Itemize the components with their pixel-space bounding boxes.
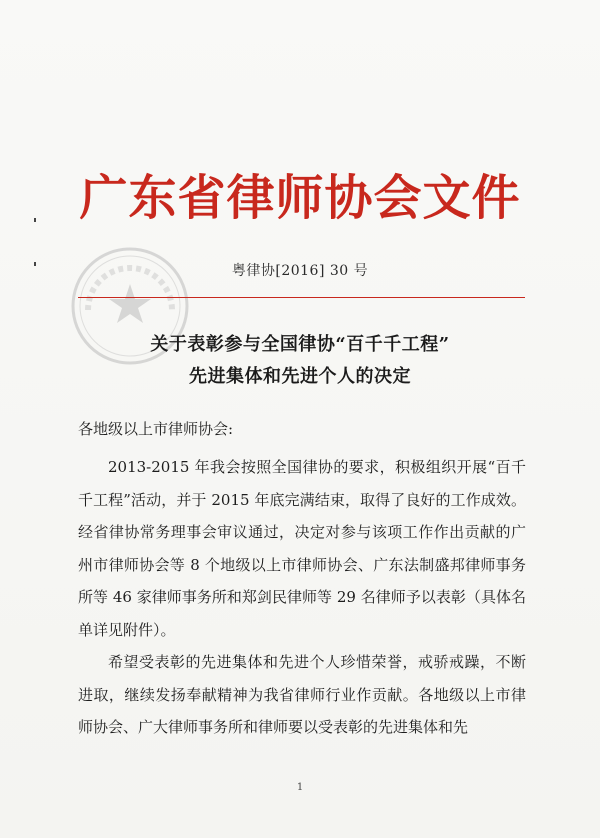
body-paragraph-1: 2013-2015 年我会按照全国律协的要求，积极组织开展“百千千工程”活动，并于 2015 年底完满结束，取得了良好的工作成效。经省律协常务理事会审议通过，决定对参与该项工作作出贡献的广州市律师协会等 8 个地级以上市律师协会、广东法制盛邦律师事务所等 46 家律师事务所和郑剑民律师等 29 名律师予以表彰（具体名单详见附件）。 xyxy=(78,458,526,639)
document-number: 粤律协[2016] 30 号 xyxy=(231,263,369,279)
document-header-title: 广东省律师协会文件 xyxy=(79,170,521,226)
document-title-line-2: 先进集体和先进个人的决定 xyxy=(189,366,411,387)
page-number: 1 xyxy=(296,782,304,793)
salutation: 各地级以上市律师协会: xyxy=(78,420,234,438)
document-title-line-1: 关于表彰参与全国律协“百千千工程” xyxy=(150,334,450,355)
red-divider-line xyxy=(78,297,525,298)
body-paragraph-2: 希望受表彰的先进集体和先进个人珍惜荣誉，戒骄戒躁，不断进取，继续发扬奉献精神为我省律师行业作贡献。各地级以上市律师协会、广大律师事务所和律师要以受表彰的先进集体和先 xyxy=(78,653,526,736)
